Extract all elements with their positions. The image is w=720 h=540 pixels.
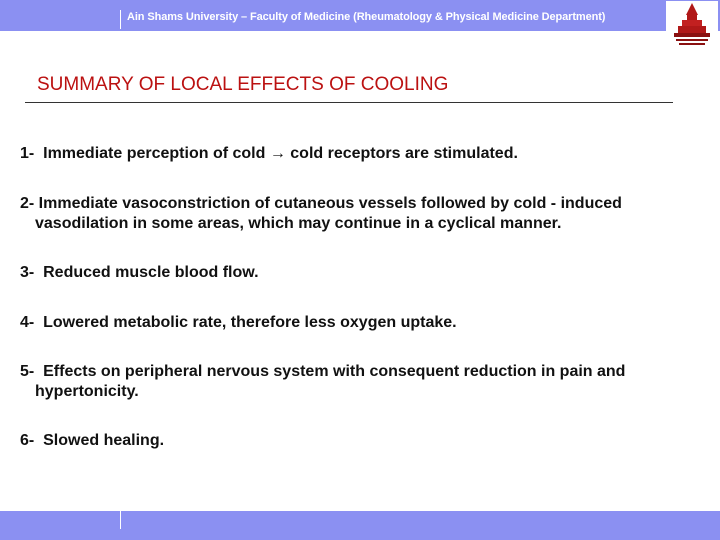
item-text: Reduced muscle blood flow.	[43, 264, 259, 281]
item-number: 1-	[20, 145, 44, 162]
item-text: Effects on peripheral nervous system with consequent reduction in pain and	[43, 363, 626, 380]
banner-divider	[120, 10, 121, 29]
university-logo-icon	[666, 1, 718, 49]
banner-divider	[120, 511, 121, 529]
slide-title: SUMMARY OF LOCAL EFFECTS OF COOLING	[37, 74, 449, 95]
list-item	[20, 263, 710, 283]
bottom-banner	[0, 511, 720, 540]
list-item	[20, 194, 710, 234]
item-number: 5-	[20, 363, 44, 380]
item-text-continuation: vasodilation in some areas, which may continue in a cyclical manner.	[35, 215, 562, 232]
item-text: Immediate perception of cold → cold receptors are stimulated.	[43, 145, 518, 162]
item-number: 6-	[20, 432, 44, 449]
item-number: 3-	[20, 264, 44, 281]
list-item	[20, 144, 710, 164]
university-logo	[666, 1, 718, 49]
item-text: Immediate vasoconstriction of cutaneous vessels followed by cold - induced	[38, 195, 622, 212]
item-text: Slowed healing.	[43, 432, 165, 449]
top-banner	[0, 0, 720, 31]
item-number: 4-	[20, 314, 44, 331]
item-text: Lowered metabolic rate, therefore less oxygen uptake.	[43, 314, 457, 331]
list-item	[20, 362, 710, 402]
title-underline	[25, 102, 673, 103]
list-item	[20, 313, 710, 333]
item-text-continuation: hypertonicity.	[35, 383, 139, 400]
list-item	[20, 431, 710, 451]
header-text: Ain Shams University – Faculty of Medicine (Rheumatology & Physical Medicine Department)	[127, 11, 606, 23]
item-number: 2-	[20, 195, 39, 212]
